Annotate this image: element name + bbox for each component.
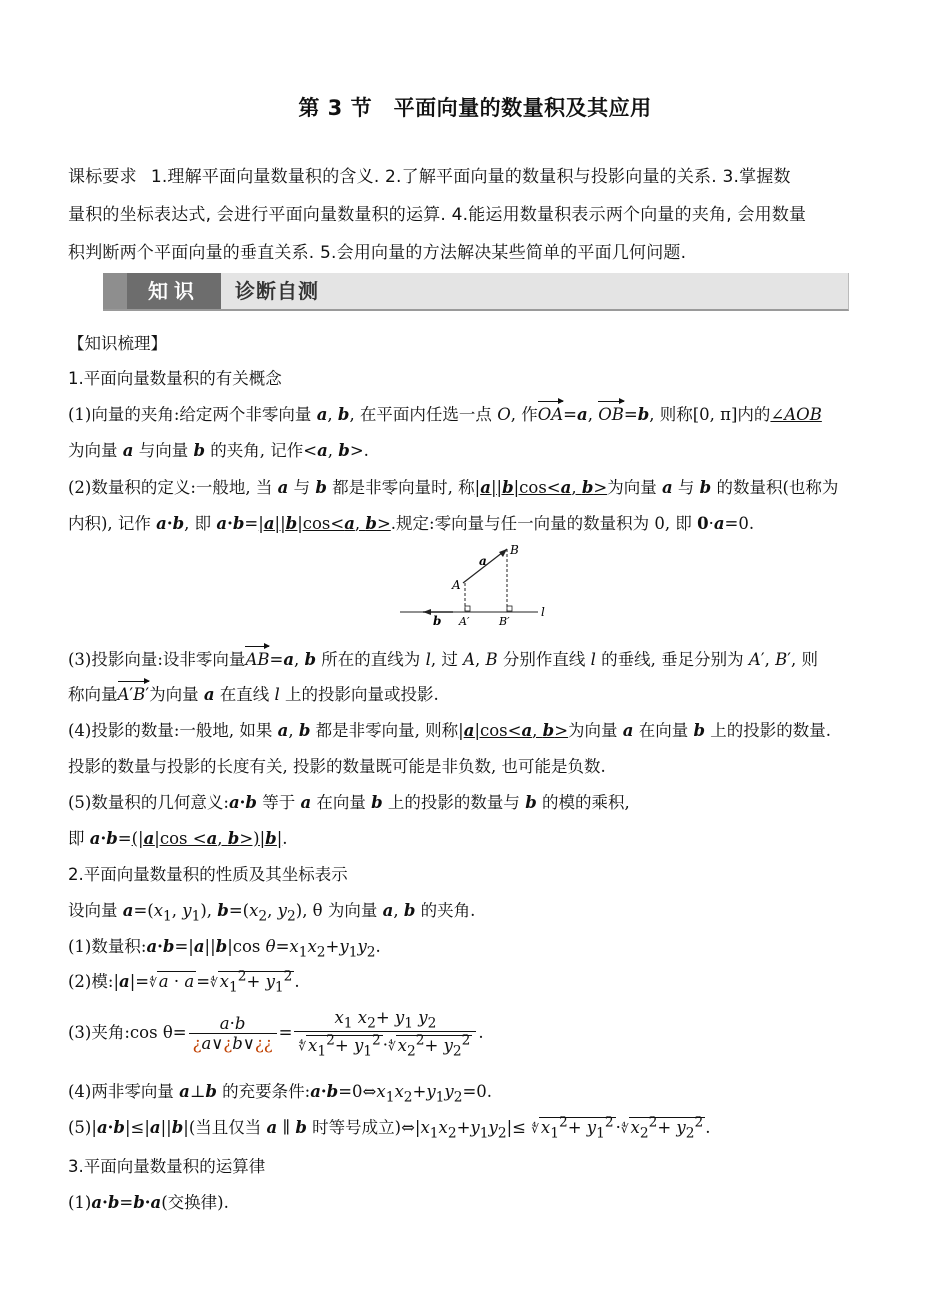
requirements-line-1: 1.理解平面向量数量积的含义. 2.了解平面向量的数量积与投影向量的关系. 3.掌握数	[150, 167, 791, 187]
section-banner	[103, 273, 849, 311]
formula-angle: (3)夹角:cos θ= $\frac{a\cdot b}{¿a\vee¿b\vee¿¿}$ = $\frac{x_1 x_2+ y_1 y_2}{∜ x_1^2+ y_1^2 \cdot∜ x_2^2+ y_2^2}$ .	[68, 1008, 484, 1060]
formula-perpendicular: (4)两非零向量 a⊥b 的充要条件$:a\cdot b=0\Leftrightarrow x_1x_2+y_1y_2=0$.	[68, 1082, 493, 1106]
banner-accent	[103, 273, 127, 309]
formula-inequality: (5)|a·b|≤|a||b|(当且仅当 a ∥ b 时等号成立)$\Leftrightarrow|x_1x_2+y_1y_2|\le$ ∜ $x_1^2+ y_1^2$ ·∜ $x_2^2+ y_2^2$ .	[68, 1114, 711, 1142]
para-projection-amount-line1: (4)投影的数量:一般地, 如果 a, b 都是非零向量, 则称|a|cos<a, b>为向量 a 在向量 b 上的投影的数量.	[68, 721, 832, 740]
projection-diagram	[395, 543, 555, 633]
formula-magnitude: (2)模:|a|=∜ a · a =∜ $x_1^2+ y_1^2$ .	[68, 968, 300, 996]
heading-concepts: 1.平面向量数量积的有关概念	[68, 369, 282, 388]
label-A-prime: A′	[459, 615, 470, 628]
banner-label: 诊断自测	[235, 279, 319, 303]
label-B: B	[510, 543, 519, 557]
para-projection-amount-line2: 投影的数量与投影的长度有关, 投影的数量既可能是非负数, 也可能是负数.	[68, 757, 606, 776]
para-geometric-meaning-line2: 即 a·b=(|a|cos <a, b>)|b|.	[68, 829, 288, 848]
para-angle-line2: 为向量 a 与向量 b 的夹角, 记作<a, b>.	[68, 441, 369, 460]
heading-properties: 2.平面向量数量积的性质及其坐标表示	[68, 865, 348, 884]
heading-operation-laws: 3.平面向量数量积的运算律	[68, 1157, 266, 1176]
label-vector-a: a	[479, 554, 487, 568]
curriculum-requirements	[68, 158, 888, 272]
para-geometric-meaning-line1: (5)数量积的几何意义:a·b 等于 a 在向量 b 上的投影的数量与 b 的模的乘积,	[68, 793, 630, 812]
para-projection-vector-line2: 称向量A′B′为向量 a 在直线 l 上的投影向量或投影.	[68, 685, 439, 704]
requirements-label: 课标要求	[68, 167, 137, 187]
label-A: A	[452, 578, 461, 592]
banner-tag: 知识	[127, 273, 221, 309]
law-commutative: (1)a·b=b·a(交换律).	[68, 1193, 229, 1212]
knowledge-summary-heading: 【知识梳理】	[68, 334, 167, 353]
para-angle-line1: (1)向量的夹角:给定两个非零向量 a, b, 在平面内任选一点 O, 作OA=a, OB=b, 则称[0, π]内的∠AOB	[68, 405, 822, 424]
para-projection-vector-line1: (3)投影向量:设非零向量AB=a, b 所在的直线为 l, 过 A, B 分别作直线 l 的垂线, 垂足分别为 A′, B′, 则	[68, 650, 818, 669]
requirements-line-3: 积判断两个平面向量的垂直关系. 5.会用向量的方法解决某些简单的平面几何问题.	[68, 243, 687, 263]
label-vector-b: b	[433, 614, 442, 628]
page-title: 第 3 节 平面向量的数量积及其应用	[298, 96, 652, 120]
para-setup: 设向量 $a=(x_1$, $y_1$), $b=(x_2$, $y_2$), θ 为向量 a, b 的夹角.	[68, 901, 476, 925]
label-line-l: l	[541, 605, 545, 619]
para-dot-product-line1: (2)数量积的定义:一般地, 当 a 与 b 都是非零向量时, 称|a||b|cos<a, b>为向量 a 与 b 的数量积(也称为	[68, 478, 839, 497]
formula-dot-product: (1)数量积:a·b=|a||b|cos $\theta=x_1x_2+y_1y_2$.	[68, 937, 381, 961]
label-B-prime: B′	[499, 615, 510, 628]
requirements-line-2: 量积的坐标表达式, 会进行平面向量数量积的运算. 4.能运用数量积表示两个向量的夹角, 会用数量	[68, 205, 807, 225]
para-dot-product-line2: 内积), 记作 a·b, 即 a·b=|a||b|cos<a, b>.规定:零向量与任一向量的数量积为 0, 即 0·a=0.	[68, 514, 755, 533]
